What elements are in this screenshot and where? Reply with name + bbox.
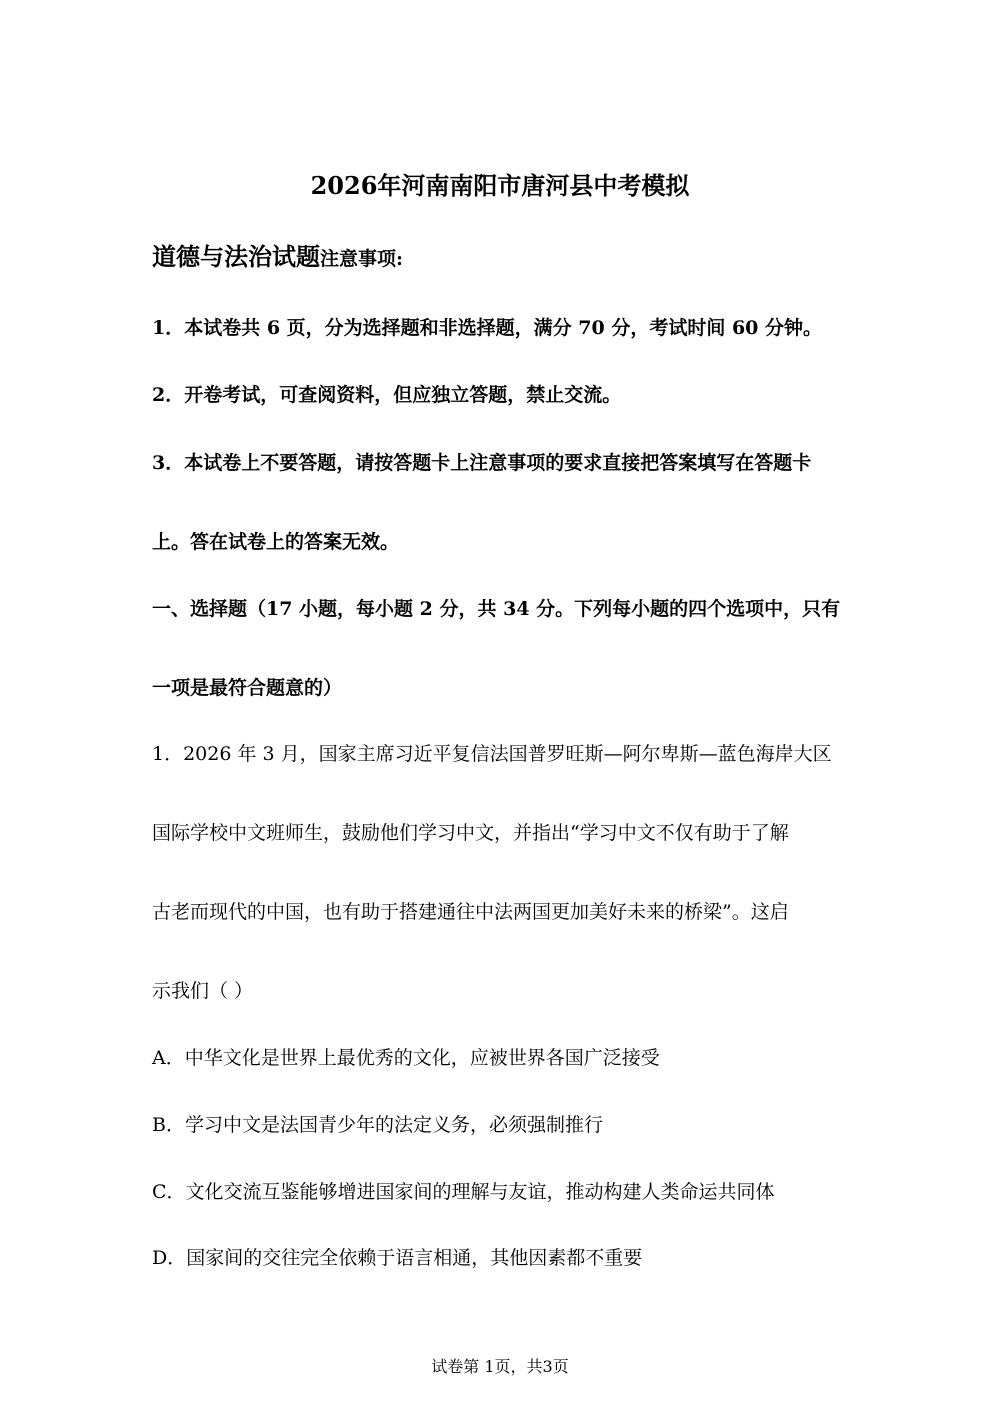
question-1-option-a: A．中华文化是世界上最优秀的文化，应被世界各国广泛接受 [152,1047,660,1069]
subject-line [152,244,872,272]
notice-label: 注意事项: [320,248,404,270]
notice-item-3-continued: 上。答在试卷上的答案无效。 [152,531,400,553]
notice-item-3: 3．本试卷上不要答题，请按答题卡上注意事项的要求直接把答案填写在答题卡 [152,452,812,474]
question-1-stem-line-1: 1．2026 年 3 月，国家主席习近平复信法国普罗旺斯—阿尔卑斯—蓝色海岸大区 [152,743,832,765]
page-footer: 试卷第 1页，共3页 [431,1357,569,1376]
question-1-stem-line-2: 国际学校中文班师生，鼓励他们学习中文，并指出“学习中文不仅有助于了解 [152,822,789,844]
section-header-continued: 一项是最符合题意的） [152,677,343,699]
notice-item-2: 2．开卷考试，可查阅资料，但应独立答题，禁止交流。 [152,384,622,406]
exam-title: 2026年河南南阳市唐河县中考模拟 [310,171,690,200]
question-1-option-d: D．国家间的交往完全依赖于语言相通，其他因素都不重要 [152,1247,643,1269]
notice-item-1: 1．本试卷共 6 页，分为选择题和非选择题，满分 70 分，考试时间 60 分钟。 [152,317,823,339]
subject-title: 道德与法治试题 [152,242,320,271]
section-header: 一、选择题（17 小题，每小题 2 分，共 34 分。下列每小题的四个选项中，只有 [152,598,841,620]
question-1-option-c: C．文化交流互鉴能够增进国家间的理解与友谊，推动构建人类命运共同体 [152,1181,775,1203]
question-1-option-b: B．学习中文是法国青少年的法定义务，必须强制推行 [152,1114,603,1136]
question-1-stem-line-3: 古老而现代的中国，也有助于搭建通往中法两国更加美好未来的桥梁”。这启 [152,901,789,923]
question-1-stem-line-4: 示我们（ ） [152,980,254,1002]
